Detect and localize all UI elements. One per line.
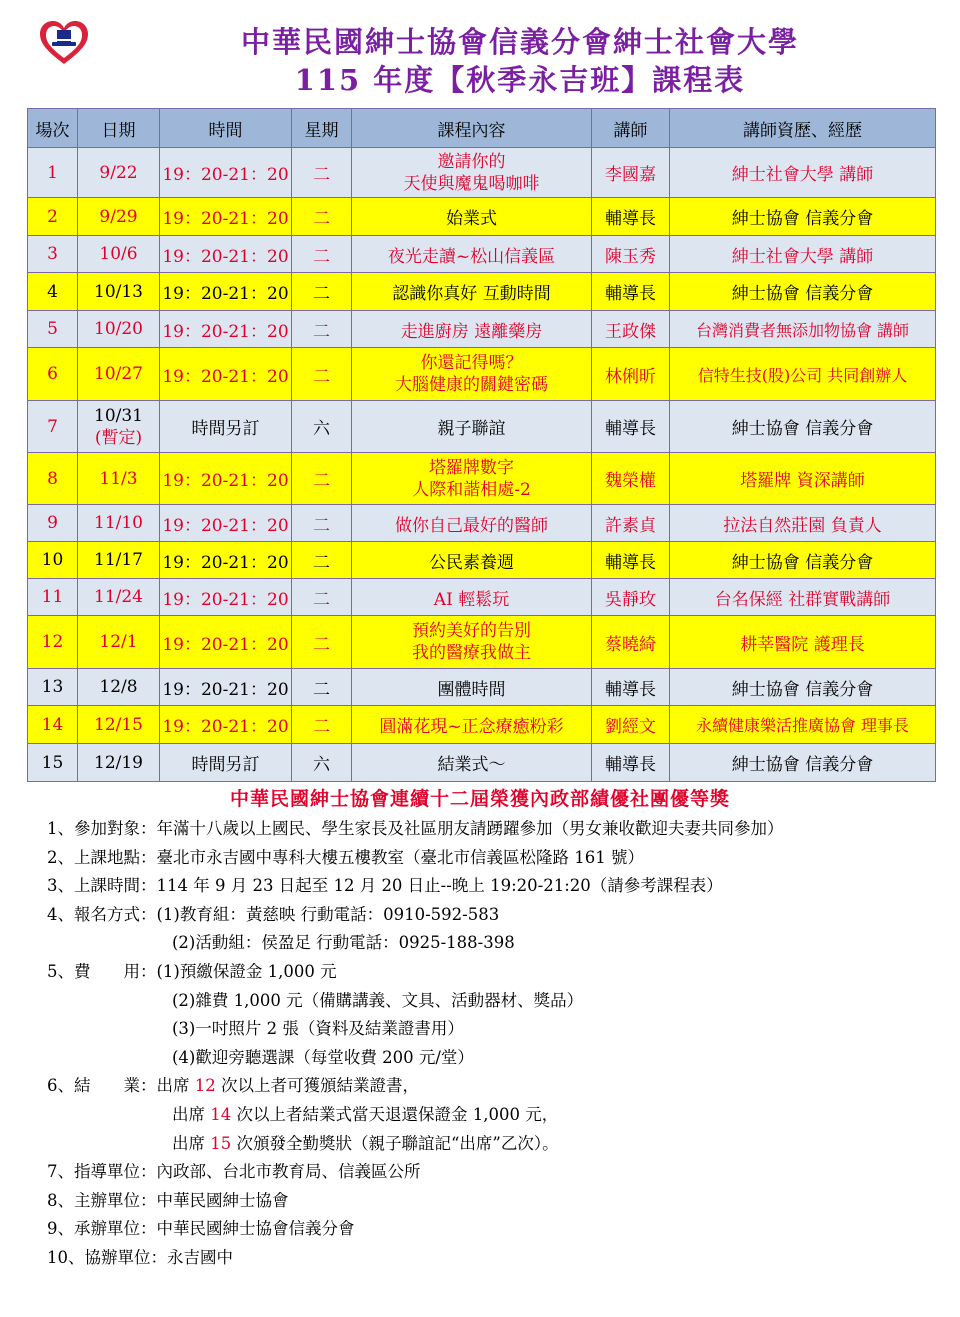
session-topic: 夜光走讀~松山信義區 [352,236,592,273]
topic-line: 預約美好的告別 [412,621,531,641]
session-teacher: 王政傑 [592,311,670,348]
session-number: 6 [28,348,78,401]
session-time: 19：20-21：20 [160,542,292,579]
session-topic: 做你自己最好的醫師 [352,505,592,542]
session-weekday: 六 [292,744,352,782]
session-weekday: 二 [292,236,352,273]
note-line: 4、報名方式：(1)教育組：黃慈映 行動電話：0910-592-583 [47,904,500,924]
table-header-row [28,109,936,148]
schedule-table [27,108,936,782]
session-topic [352,453,592,505]
note-line: (4)歡迎旁聽選課（每堂收費 200 元/堂） [172,1047,474,1067]
session-topic: 結業式～ [352,744,592,782]
session-date: 9/22 [78,148,160,198]
session-time: 19：20-21：20 [160,505,292,542]
table-row [28,669,936,706]
topic-line: 邀請你的 [437,151,506,172]
table-row [28,401,936,453]
session-weekday: 二 [292,542,352,579]
session-weekday: 二 [292,311,352,348]
note-line: 9、承辦單位：中華民國紳士協會信義分會 [47,1219,355,1239]
teacher-bio: 台灣消費者無添加物協會 講師 [670,311,936,348]
table-row [28,505,936,542]
table-row [28,579,936,616]
session-teacher: 輔導長 [592,198,670,236]
session-time: 19：20-21：20 [160,198,292,236]
session-time: 19：20-21：20 [160,616,292,669]
table-row [28,616,936,669]
table-row [28,744,936,782]
col-header: 時間 [160,109,292,148]
session-weekday: 二 [292,505,352,542]
note-text: 6、結 業：出席 [47,1076,195,1096]
session-topic: 認識你真好 互動時間 [352,273,592,311]
session-weekday: 二 [292,453,352,505]
session-topic: 親子聯誼 [352,401,592,453]
session-topic [352,148,592,198]
col-header: 星期 [292,109,352,148]
session-topic: 公民素養週 [352,542,592,579]
session-teacher: 輔導長 [592,401,670,453]
session-teacher: 魏榮權 [592,453,670,505]
session-teacher: 輔導長 [592,669,670,706]
teacher-bio: 塔羅牌 資深講師 [670,453,936,505]
session-date: 11/3 [78,453,160,505]
session-number: 12 [28,616,78,669]
session-number: 15 [28,744,78,782]
teacher-bio: 紳士協會 信義分會 [670,401,936,453]
table-row [28,198,936,236]
table-row [28,542,936,579]
table-row [28,311,936,348]
teacher-bio: 紳士協會 信義分會 [670,542,936,579]
session-date [78,401,160,453]
session-weekday: 二 [292,616,352,669]
session-teacher: 輔導長 [592,273,670,311]
notes-section [47,815,927,1273]
session-date: 10/13 [78,273,160,311]
session-topic: AI 輕鬆玩 [352,579,592,616]
session-number: 9 [28,505,78,542]
session-number: 8 [28,453,78,505]
teacher-bio: 耕莘醫院 護理長 [670,616,936,669]
session-date: 10/27 [78,348,160,401]
note-line: (3)一吋照片 2 張（資料及結業證書用） [172,1019,464,1039]
note-line: (2)活動組：侯盈足 行動電話：0925-188-398 [172,933,515,953]
session-number: 1 [28,148,78,198]
session-date: 12/8 [78,669,160,706]
note-line [47,1101,927,1130]
session-date: 10/6 [78,236,160,273]
note-line: 10、協辦單位：永吉國中 [47,1247,233,1267]
note-text: 出席 [172,1133,211,1153]
session-time: 19：20-21：20 [160,311,292,348]
date-note: (暫定) [94,427,143,448]
session-number: 3 [28,236,78,273]
page-subtitle: 115 年度【秋季永吉班】課程表 [294,63,746,97]
note-line: 7、指導單位：內政部、台北市教育局、信義區公所 [47,1162,421,1182]
teacher-bio: 台名保經 社群實戰講師 [670,579,936,616]
session-number: 4 [28,273,78,311]
session-date: 10/20 [78,311,160,348]
topic-line: 人際和諧相處-2 [412,479,531,500]
table-row [28,706,936,744]
col-header: 日期 [78,109,160,148]
session-teacher: 輔導長 [592,542,670,579]
session-date: 12/15 [78,706,160,744]
page-title: 中華民國紳士協會信義分會紳士社會大學 [240,25,799,59]
session-time: 19：20-21：20 [160,236,292,273]
attendance-count: 15 [210,1133,232,1153]
session-weekday: 二 [292,669,352,706]
note-line: 8、主辦單位：中華民國紳士協會 [47,1190,289,1210]
note-line: 1、參加對象：年滿十八歲以上國民、學生家長及社區朋友請踴躍參加（男女兼收歡迎夫妻共同參加） [47,819,784,838]
topic-line: 你還記得嗎？ [420,353,523,373]
attendance-count: 12 [194,1076,216,1096]
heart-tophat-logo-icon [38,20,90,66]
teacher-bio: 永續健康樂活推廣協會 理事長 [670,706,936,744]
session-weekday: 二 [292,148,352,198]
note-line [47,1130,927,1159]
session-number: 2 [28,198,78,236]
session-topic: 團體時間 [352,669,592,706]
teacher-bio: 信特生技(股)公司 共同創辦人 [670,348,936,401]
session-time: 19：20-21：20 [160,273,292,311]
session-number: 14 [28,706,78,744]
session-time: 19：20-21：20 [160,579,292,616]
session-number: 13 [28,669,78,706]
session-weekday: 二 [292,579,352,616]
session-weekday: 六 [292,401,352,453]
session-teacher: 許素貞 [592,505,670,542]
session-topic: 始業式 [352,198,592,236]
teacher-bio: 紳士協會 信義分會 [670,744,936,782]
session-time: 19：20-21：20 [160,148,292,198]
session-number: 7 [28,401,78,453]
teacher-bio: 紳士協會 信義分會 [670,198,936,236]
topic-line: 我的醫療我做主 [412,643,531,663]
session-weekday: 二 [292,706,352,744]
note-text: 次以上者結業式當天退還保證金 1,000 元， [231,1104,559,1124]
session-weekday: 二 [292,348,352,401]
note-line: (2)雜費 1,000 元（備購講義、文具、活動器材、獎品） [172,990,584,1010]
session-date: 11/10 [78,505,160,542]
teacher-bio: 紳士協會 信義分會 [670,273,936,311]
session-number: 10 [28,542,78,579]
table-row [28,148,936,198]
note-line: 3、上課時間：114 年 9 月 23 日起至 12 月 20 日止--晚上 19:20-21:20（請參考課程表） [47,876,723,896]
table-row [28,236,936,273]
col-header: 場次 [28,109,78,148]
session-topic [352,348,592,401]
teacher-bio: 紳士社會大學 講師 [670,148,936,198]
date-line: 10/31 [94,405,143,426]
session-teacher: 劉經文 [592,706,670,744]
session-teacher: 李國嘉 [592,148,670,198]
note-text: 出席 [172,1104,211,1124]
session-time: 19：20-21：20 [160,669,292,706]
note-text: 次以上者可獲頒結業證書， [215,1076,419,1096]
col-header: 講師 [592,109,670,148]
session-date: 11/17 [78,542,160,579]
teacher-bio: 紳士協會 信義分會 [670,669,936,706]
session-teacher: 吳靜玫 [592,579,670,616]
table-row [28,273,936,311]
col-header: 講師資歷、經歷 [670,109,936,148]
table-row [28,348,936,401]
session-number: 11 [28,579,78,616]
session-teacher: 蔡曉綺 [592,616,670,669]
note-line [47,1072,927,1101]
note-line: 2、上課地點：臺北市永吉國中專科大樓五樓教室（臺北市信義區松隆路 161 號） [47,847,644,867]
session-weekday: 二 [292,273,352,311]
session-topic [352,616,592,669]
award-banner: 中華民國紳士協會連續十二屆榮獲內政部績優社團優等獎 [229,788,730,810]
session-topic: 走進廚房 遠離藥房 [352,311,592,348]
attendance-count: 14 [210,1104,232,1124]
session-weekday: 二 [292,198,352,236]
session-time: 時間另訂 [160,401,292,453]
teacher-bio: 紳士社會大學 講師 [670,236,936,273]
table-row [28,453,936,505]
session-date: 11/24 [78,579,160,616]
note-text: 次頒發全勤獎狀（親子聯誼記“出席”乙次）。 [231,1133,559,1153]
session-date: 12/19 [78,744,160,782]
session-teacher: 輔導長 [592,744,670,782]
session-time: 時間另訂 [160,744,292,782]
session-time: 19：20-21：20 [160,348,292,401]
session-time: 19：20-21：20 [160,706,292,744]
session-teacher: 陳玉秀 [592,236,670,273]
topic-line: 塔羅牌數字 [429,457,514,478]
session-teacher: 林俐昕 [592,348,670,401]
teacher-bio: 拉法自然莊園 負責人 [670,505,936,542]
col-header: 課程內容 [352,109,592,148]
session-time: 19：20-21：20 [160,453,292,505]
topic-line: 大腦健康的關鍵密碼 [395,375,548,395]
session-number: 5 [28,311,78,348]
topic-line: 天使與魔鬼喝咖啡 [403,173,540,194]
session-date: 9/29 [78,198,160,236]
session-topic: 圓滿花現~正念療癒粉彩 [352,706,592,744]
note-line: 5、費 用：(1)預繳保證金 1,000 元 [47,961,337,981]
session-date: 12/1 [78,616,160,669]
